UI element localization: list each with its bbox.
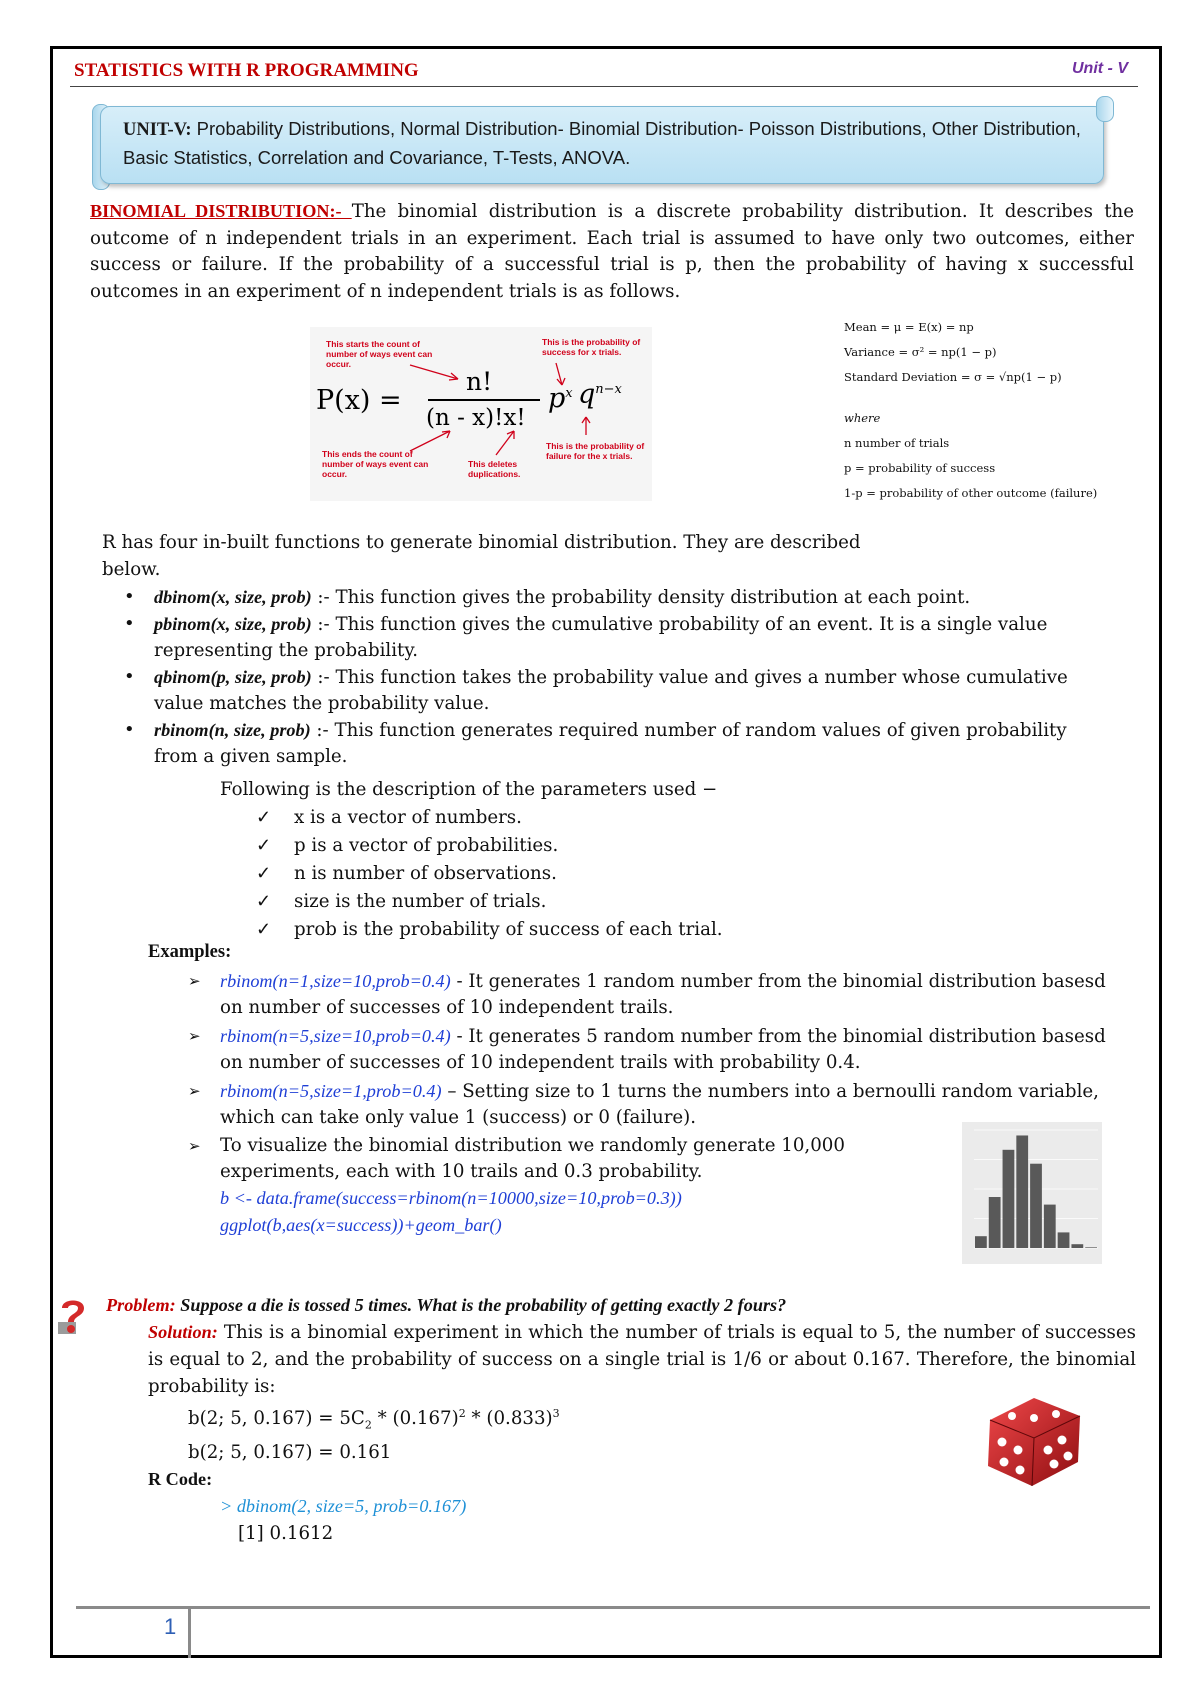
params-intro: Following is the description of the parameters used − bbox=[220, 779, 718, 800]
stats-variance: Variance = σ² = np(1 − p) bbox=[844, 345, 997, 359]
footer-divider bbox=[188, 1606, 191, 1658]
example-code-line2: ggplot(b,aes(x=success))+geom_bar() bbox=[220, 1215, 502, 1235]
example-code-line1: b <- data.frame(success=rbinom(n=10000,size=10,prob=0.3)) bbox=[220, 1188, 682, 1208]
rcode-output: [1] 0.1612 bbox=[238, 1522, 334, 1544]
stats-q-def: 1-p = probability of other outcome (failure) bbox=[844, 486, 1098, 500]
formula-numerator: n! bbox=[466, 367, 493, 396]
function-item: • dbinom(x, size, prob) :- This function gives the probability density distribution at each point. bbox=[146, 584, 1086, 611]
stats-mean: Mean = μ = E(x) = np bbox=[844, 320, 974, 334]
param-item: ✓ x is a vector of numbers. bbox=[256, 807, 522, 828]
chart-bar bbox=[1058, 1232, 1070, 1248]
example-item: ➢ rbinom(n=5,size=10,prob=0.4) - It generates 5 random number from the binomial distribution basesd on number of successes of 10 independent trails with probability 0.4. bbox=[188, 1026, 1106, 1073]
formula-note-bottom-left: This ends the count of number of ways event can occur. bbox=[322, 449, 429, 479]
header-rule bbox=[70, 86, 1138, 87]
problem-question: Problem: Suppose a die is tossed 5 times. What is the probability of getting exactly 2 fours? bbox=[106, 1295, 787, 1315]
chart-bar bbox=[1085, 1247, 1097, 1248]
rcode-line: > dbinom(2, size=5, prob=0.167) bbox=[220, 1495, 467, 1516]
binomial-bar-chart bbox=[962, 1122, 1102, 1264]
page-number: 1 bbox=[164, 1614, 177, 1639]
example-item: ➢ rbinom(n=5,size=1,prob=0.4) – Setting size to 1 turns the numbers into a bernoulli random variable, which can take only value 1 (success) or 0 (failure). bbox=[188, 1081, 1099, 1128]
examples-title: Examples: bbox=[148, 942, 232, 962]
param-item: ✓ p is a vector of probabilities. bbox=[256, 835, 559, 856]
formula-note-bottom-mid: This deletes duplications. bbox=[468, 459, 521, 479]
binomial-text: The binomial distribution is a discrete probability distribution. It describes the outcome of n independent trials in an experiment. Each trial is assumed to have only two outcomes, either success or failure. If the probability of a successful trial is p, then the probability of having x successful outcomes in an experiment of n independent trials is as follows. bbox=[90, 201, 1134, 302]
stats-where: where bbox=[844, 411, 881, 425]
rcode-label: R Code: bbox=[148, 1468, 213, 1489]
header-unit: Unit - V bbox=[1072, 60, 1128, 77]
solution-text: Solution: This is a binomial experiment in which the number of trials is equal to 5, the number of successes is equal to 2, and the probability of success on a single trial is 1/6 or about 0.167. Therefore, the binomial probability is: bbox=[148, 1322, 1136, 1397]
banner-label: UNIT-V: bbox=[123, 120, 192, 140]
stats-p-def: p = probability of success bbox=[844, 461, 996, 475]
unit-banner bbox=[100, 106, 1104, 184]
stats-n-def: n number of trials bbox=[844, 436, 950, 450]
footer-rule bbox=[76, 1606, 1150, 1609]
chart-bar bbox=[1016, 1135, 1028, 1248]
formula-arrows bbox=[310, 327, 652, 501]
binomial-stats-box bbox=[844, 315, 1144, 506]
functions-intro: R has four in-built functions to generate binomial distribution. They are described below. bbox=[102, 532, 861, 580]
param-item: ✓ n is number of observations. bbox=[256, 863, 557, 884]
example-item: ➢ To visualize the binomial distribution we randomly generate 10,000 experiments, each with 10 trails and 0.3 probability. b <- data.frame(success=rbinom(n=10000,size=10,prob=0.3)) ggplot(b,aes(x=success))+geom_bar() bbox=[188, 1135, 845, 1235]
chart-bar bbox=[1003, 1150, 1015, 1248]
binomial-heading: BINOMIAL DISTRIBUTION:- bbox=[90, 201, 352, 221]
functions-list bbox=[146, 584, 1086, 770]
banner-text: Probability Distributions, Normal Distribution- Binomial Distribution- Poisson Distributions, Other Distribution, Basic Statistics, Correlation and Covariance, T-Tests, ANOVA. bbox=[123, 118, 1081, 168]
formula-lhs: P(x) = bbox=[316, 385, 402, 416]
function-item: • rbinom(n, size, prob) :- This function generates required number of random values of given probability from a given sample. bbox=[146, 717, 1086, 770]
formula-note-top-right: This is the probability of success for x trials. bbox=[542, 337, 641, 357]
dice-icon bbox=[982, 1392, 1086, 1490]
function-item: • pbinom(x, size, prob) :- This function gives the cumulative probability of an event. It is a single value representing the probability. bbox=[146, 611, 1086, 664]
example-item: ➢ rbinom(n=1,size=10,prob=0.4) - It generates 1 random number from the binomial distribution basesd on number of successes of 10 independent trails. bbox=[188, 971, 1106, 1018]
formula-note-bottom-right: This is the probability of failure for the x trials. bbox=[546, 441, 645, 461]
chart-bar bbox=[975, 1236, 987, 1248]
formula-note-top-left: This starts the count of number of ways event can occur. bbox=[326, 339, 433, 369]
stats-sd: Standard Deviation = σ = √np(1 − p) bbox=[844, 370, 1062, 384]
binomial-formula-image bbox=[310, 327, 652, 501]
binomial-intro bbox=[90, 198, 1134, 305]
solution-eq1: b(2; 5, $0.167) = 5C_2 * (0.167)^2 * (0.833)^3$ bbox=[188, 1407, 560, 1432]
formula-q: $q^{n-x}$ bbox=[578, 379, 622, 410]
parameters-section bbox=[220, 776, 723, 944]
param-item: ✓ size is the number of trials. bbox=[256, 891, 547, 912]
chart-bar bbox=[1071, 1244, 1083, 1248]
chart-bar bbox=[1030, 1164, 1042, 1248]
function-item: • qbinom(p, size, prob) :- This function takes the probability value and gives a number whose cumulative value matches the probability value. bbox=[146, 664, 1086, 717]
question-icon bbox=[56, 1296, 90, 1336]
formula-denominator: (n - x)!x! bbox=[426, 405, 526, 431]
chart-bar bbox=[1044, 1205, 1056, 1248]
chart-bar bbox=[989, 1197, 1001, 1248]
formula-p: $p^x$ bbox=[548, 383, 573, 414]
solution-eq2: b(2; 5, 0.167) = 0.161 bbox=[188, 1441, 392, 1463]
banner-scroll-curl-top bbox=[1096, 96, 1114, 122]
chart-svg bbox=[962, 1122, 1102, 1264]
header-title: STATISTICS WITH R PROGRAMMING bbox=[74, 60, 419, 81]
param-item: ✓ prob is the probability of success of each trial. bbox=[256, 919, 723, 940]
